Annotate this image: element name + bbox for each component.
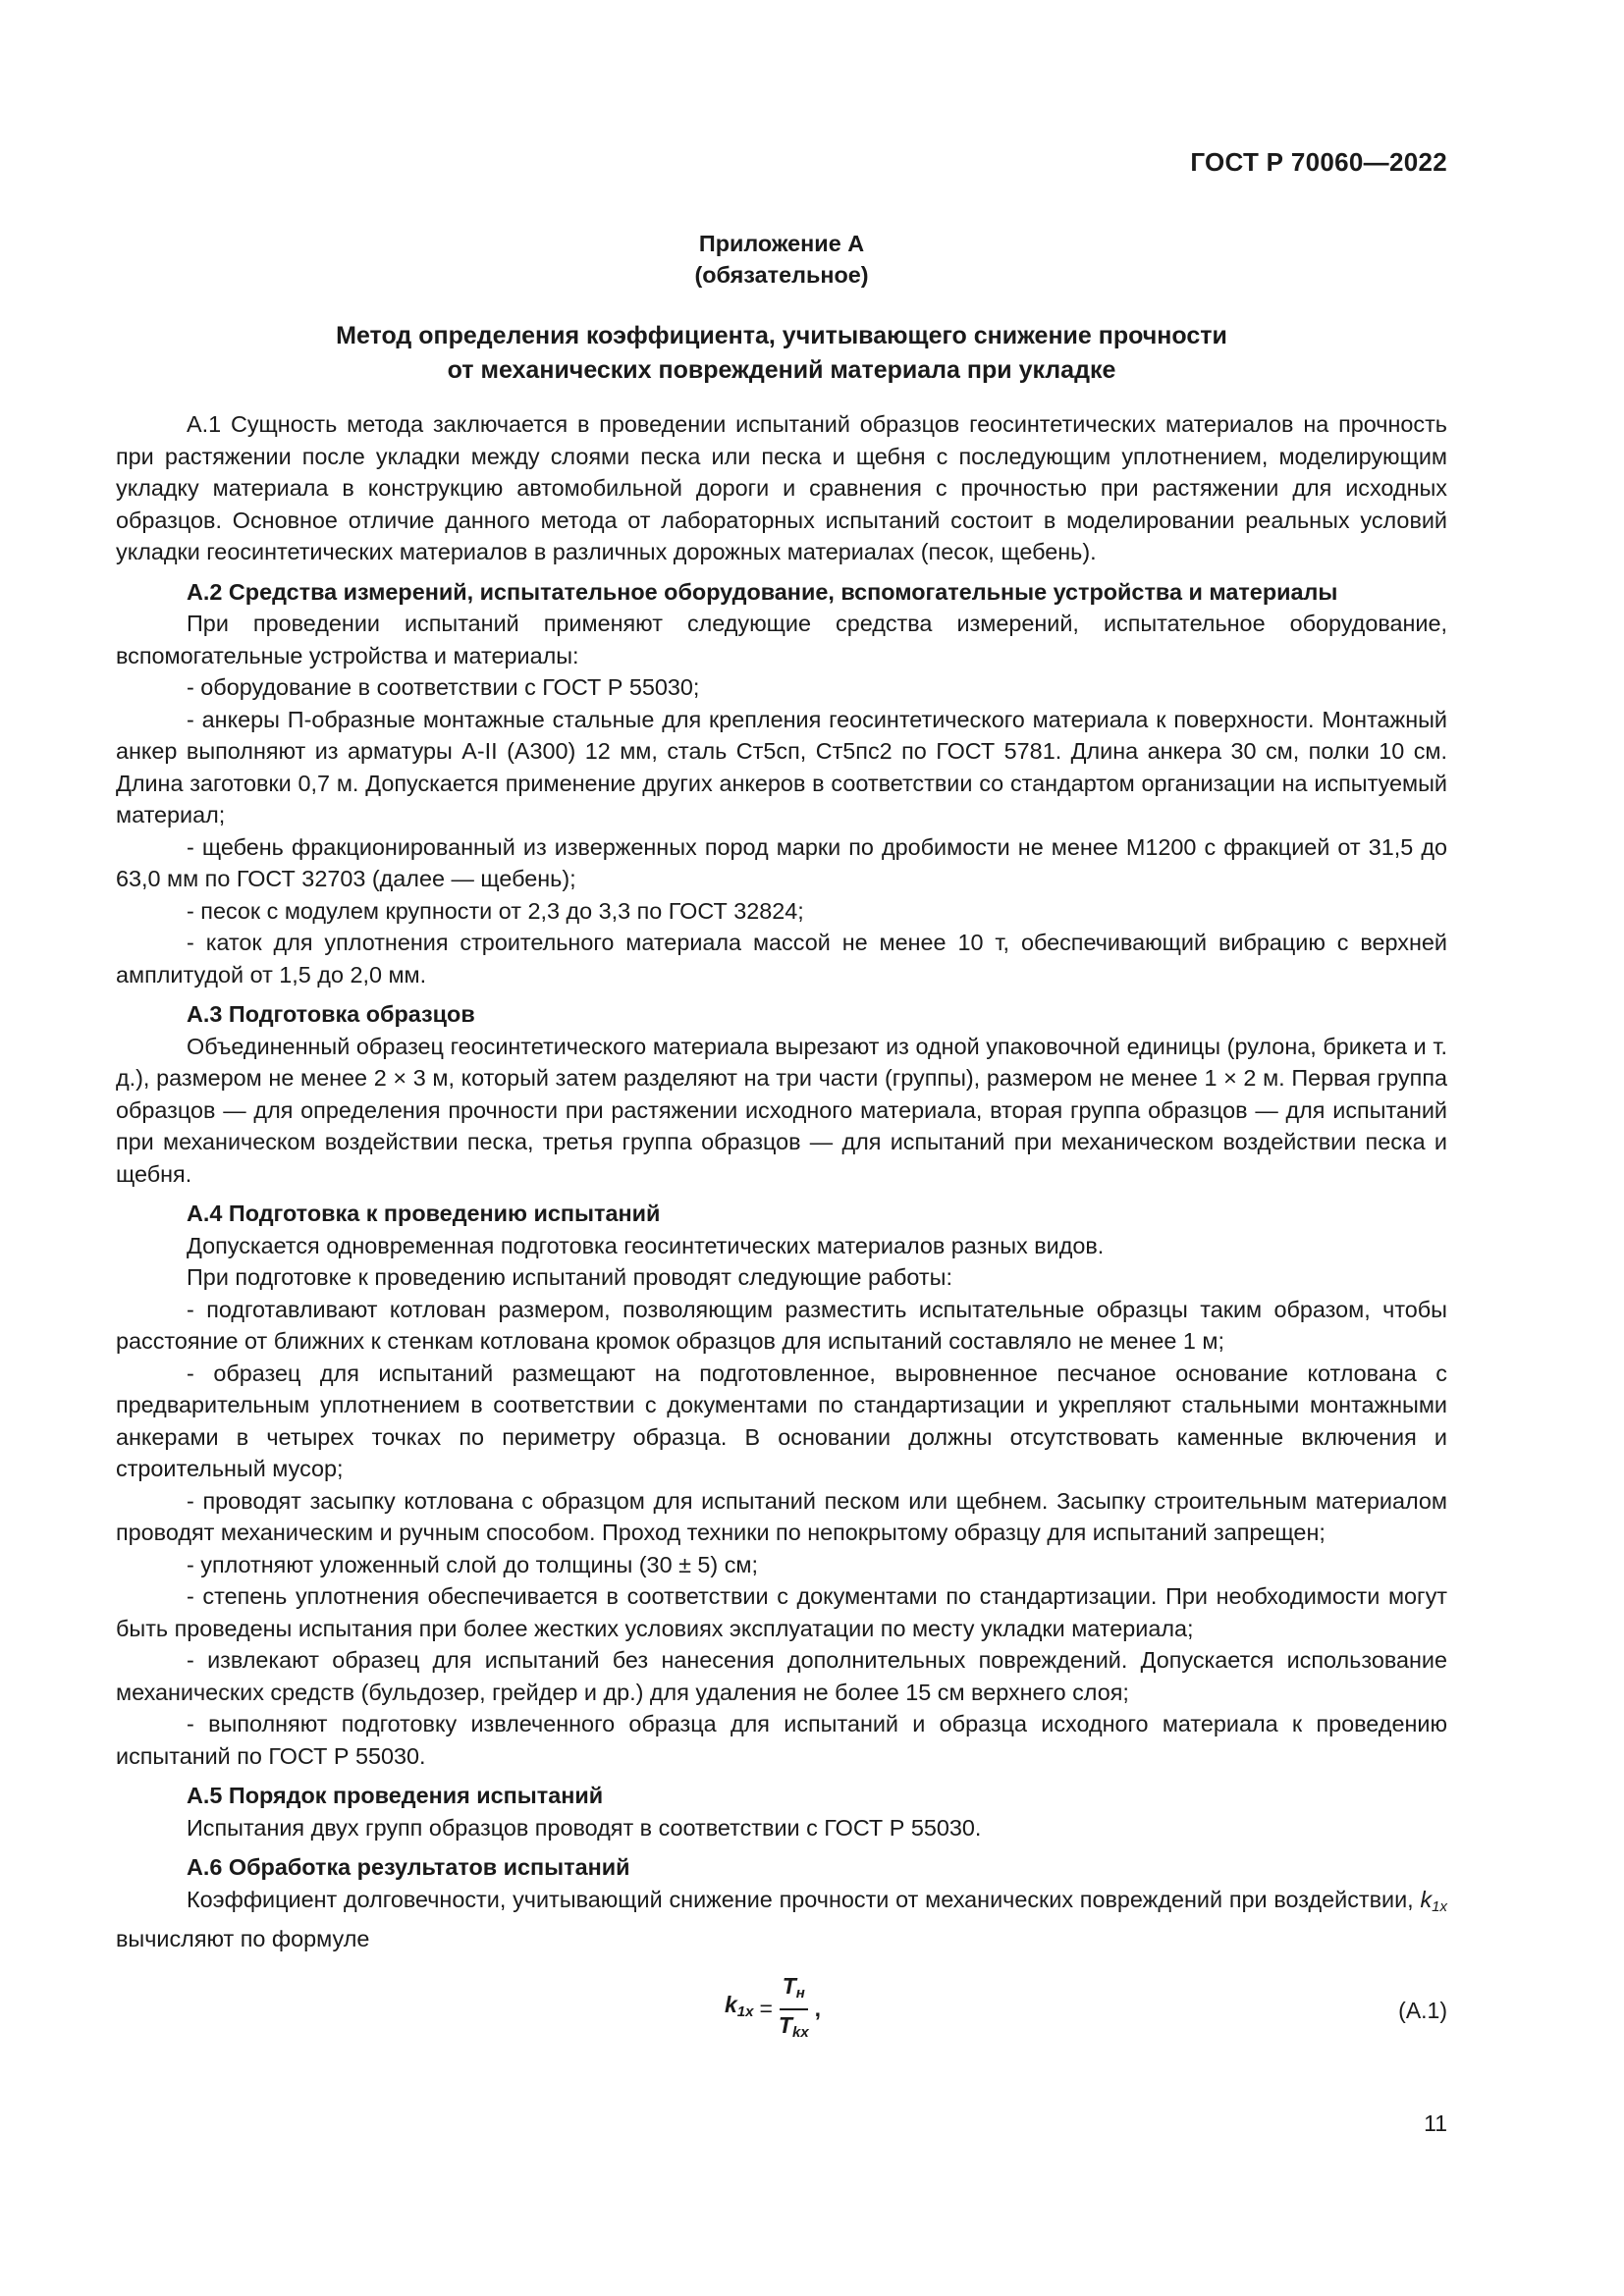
- list-item: - анкеры П-образные монтажные стальные для крепления геосинтетического материала к поверхности. Монтажный анкер выполняют из арматуры А-II (А300) 12 мм, сталь Ст5сп, Ст5пс2 по ГОСТ 5781. Длина анкера 30 см, полки 10 см. Длина заготовки 0,7 м. Допускается применение других анкеров в соответствии со стандартом организации на испытуемый материал;: [116, 706, 1447, 828]
- formula-expression: [725, 1973, 821, 2046]
- section-a1-text: А.1 Сущность метода заключается в проведении испытаний образцов геосинтетических материалов на прочность при растяжении после укладки между слоями песка или песка и щебня с последующим уплотнением, моделирующим укладку материала в конструкцию автомобильной дороги и сравнения с прочностью при растяжении для исходных образцов. Основное отличие данного метода от лабораторных испытаний состоит в моделировании реальных условий укладки геосинтетических материалов в различных дорожных материалах (песок, щебень).: [116, 411, 1447, 564]
- section-a6-heading: А.6 Обработка результатов испытаний: [187, 1854, 630, 1880]
- section-a4-heading: А.4 Подготовка к проведению испытаний: [187, 1201, 661, 1226]
- formula-a1: [116, 1965, 1447, 2054]
- coefficient-symbol-subscript: 1x: [1432, 1897, 1447, 1915]
- formula-trailing-comma: ,: [814, 1996, 822, 2022]
- page-number: 11: [1424, 2110, 1447, 2136]
- formula-number: (А.1): [1398, 1997, 1447, 2023]
- list-item: - образец для испытаний размещают на подготовленное, выровненное песчаное основание котлована с предварительным уплотнением в соответствии с документами по стандартизации и укрепляют стальными монтажными анкерами в четырех точках по периметру образца. В основании должны отсутствовать каменные включения и строительный мусор;: [116, 1360, 1447, 1481]
- section-a4-p2: При подготовке к проведению испытаний проводят следующие работы:: [187, 1264, 952, 1290]
- section-a6-text-after: вычисляют по формуле: [116, 1926, 370, 1951]
- annex-label: Приложение А: [698, 231, 865, 256]
- formula-denominator: $T_{kx}$: [778, 2011, 809, 2041]
- list-item: - песок с модулем крупности от 2,3 до 3,3 по ГОСТ 32824;: [187, 897, 804, 924]
- section-a6-text-before: Коэффициент долговечности, учитывающий снижение прочности от механических повреждений при воздействии,: [187, 1886, 1421, 1912]
- annex-title-line-1: Метод определения коэффициента, учитывающего снижение прочности: [336, 322, 1227, 349]
- list-item: - извлекают образец для испытаний без нанесения дополнительных повреждений. Допускается использование механических средств (бульдозер, грейдер и др.) для удаления не более 15 см верхнего слоя;: [116, 1647, 1447, 1705]
- document-code: ГОСТ Р 70060—2022: [1190, 147, 1447, 177]
- section-a3-heading: А.3 Подготовка образцов: [187, 1001, 475, 1027]
- section-a5-heading: А.5 Порядок проведения испытаний: [187, 1783, 604, 1808]
- list-item: - оборудование в соответствии с ГОСТ Р 55030;: [187, 674, 700, 700]
- annex-title: [116, 319, 1447, 388]
- coefficient-symbol: k: [1420, 1886, 1433, 1912]
- list-item: - степень уплотнения обеспечивается в соответствии с документами по стандартизации. При необходимости могут быть проведены испытания при более жестких условиях эксплуатации по месту укладки материала;: [116, 1583, 1447, 1641]
- formula-equals: =: [759, 1996, 773, 2022]
- list-item: - уплотняют уложенный слой до толщины (30 ± 5) см;: [187, 1551, 758, 1577]
- list-item: - проводят засыпку котлована с образцом для испытаний песком или щебнем. Засыпку строительным материалом проводят механическим и ручным способом. Проход техники по непокрытому образцу для испытаний запрещен;: [116, 1487, 1447, 1545]
- document-body: [116, 228, 1447, 2054]
- formula-fraction: [779, 1973, 809, 2046]
- list-item: - подготавливают котлован размером, позволяющим разместить испытательные образцы таким образом, чтобы расстояние от ближних к стенкам котлована кромок образцов для испытаний составляло не менее 1 м;: [116, 1296, 1447, 1354]
- list-item: - каток для уплотнения строительного материала массой не менее 10 т, обеспечивающий вибрацию с верхней амплитудой от 1,5 до 2,0 мм.: [116, 930, 1447, 988]
- list-item: - щебень фракционированный из изверженных пород марки по дробимости не менее М1200 с фракцией от 31,5 до 63,0 мм по ГОСТ 32703 (далее — щебень);: [116, 833, 1447, 891]
- section-a2-intro: При проведении испытаний применяют следующие средства измерений, испытательное оборудование, вспомогательные устройства и материалы:: [116, 611, 1447, 668]
- section-a2-heading: А.2 Средства измерений, испытательное оборудование, вспомогательные устройства и материалы: [187, 578, 1338, 605]
- annex-status: (обязательное): [694, 262, 869, 288]
- annex-title-line-2: от механических повреждений материала при укладке: [447, 356, 1116, 384]
- formula-numerator: $T_н$: [780, 1973, 808, 2010]
- list-item: - выполняют подготовку извлеченного образца для испытаний и образца исходного материала к проведению испытаний по ГОСТ Р 55030.: [116, 1711, 1447, 1769]
- formula-lhs: $k_{1x}$: [725, 1992, 754, 2021]
- section-a4-p1: Допускается одновременная подготовка геосинтетических материалов разных видов.: [187, 1232, 1105, 1258]
- section-a5-text: Испытания двух групп образцов проводят в соответствии с ГОСТ Р 55030.: [187, 1814, 982, 1841]
- section-a3-text: Объединенный образец геосинтетического материала вырезают из одной упаковочной единицы (рулона, брикета и т. д.), размером не менее 2 × 3 м, который затем разделяют на три части (группы), размером не менее 1 × 2 м. Первая группа образцов — для определения прочности при растяжении исходного материала, вторая группа образцов — для испытаний при механическом воздействии песка, третья группа образцов — для испытаний при механическом воздействии песка и щебня.: [116, 1033, 1447, 1187]
- section-a6-text: [116, 1884, 1447, 1955]
